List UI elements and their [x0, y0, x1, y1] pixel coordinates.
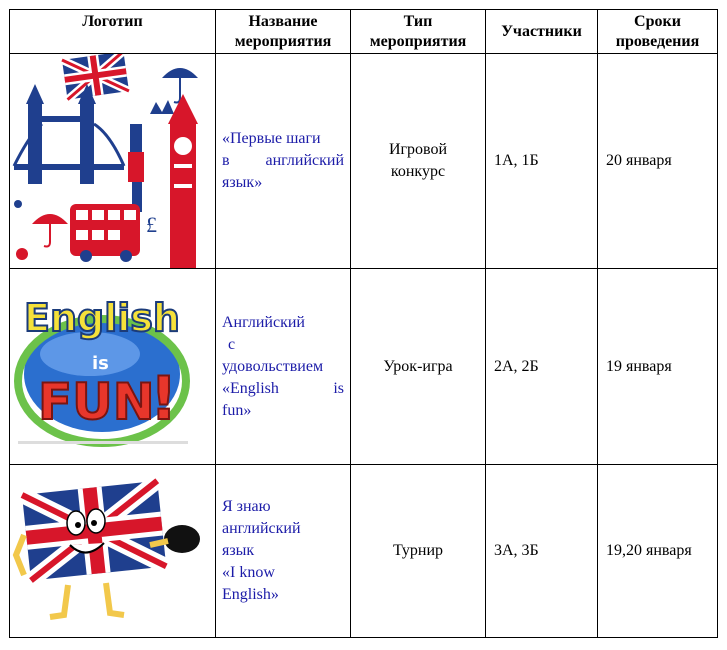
- event-type: Турнир: [351, 465, 486, 638]
- svg-text:is: is: [92, 353, 109, 374]
- table-row: [10, 54, 718, 269]
- header-row: [10, 10, 718, 54]
- event-participants: 2А, 2Б: [486, 269, 598, 465]
- svg-text:English: English: [24, 296, 180, 340]
- svg-text:!: !: [150, 364, 178, 434]
- event-participants: 1А, 1Б: [486, 54, 598, 269]
- union-jack-cartoon-icon: [10, 465, 215, 637]
- event-dates: 19 января: [598, 269, 718, 465]
- event-name: «Первые шаги в английский язык»: [216, 54, 351, 269]
- english-is-fun-logo: [10, 269, 215, 464]
- event-dates: 19,20 января: [598, 465, 718, 638]
- svg-text:FUN: FUN: [38, 373, 155, 431]
- header-type: Тип мероприятия: [351, 10, 486, 54]
- event-name: Я знаю английский язык «I know English»: [216, 465, 351, 638]
- header-logo: Логотип: [10, 10, 216, 54]
- event-participants: 3А, 3Б: [486, 465, 598, 638]
- header-participants: Участники: [486, 10, 598, 54]
- logo-cell: [10, 54, 216, 269]
- logo-cell: [10, 465, 216, 638]
- event-type: Игровой конкурс: [351, 54, 486, 269]
- header-dates: Сроки проведения: [598, 10, 718, 54]
- event-type: Урок-игра: [351, 269, 486, 465]
- table-row: [10, 465, 718, 638]
- svg-text:£: £: [146, 212, 157, 237]
- header-name: Название мероприятия: [216, 10, 351, 54]
- event-dates: 20 января: [598, 54, 718, 269]
- london-landmarks-icon: [10, 54, 215, 268]
- logo-cell: [10, 269, 216, 465]
- event-name: Английский с удовольствием «English is fun»: [216, 269, 351, 465]
- table-row: [10, 269, 718, 465]
- events-table: [9, 9, 718, 638]
